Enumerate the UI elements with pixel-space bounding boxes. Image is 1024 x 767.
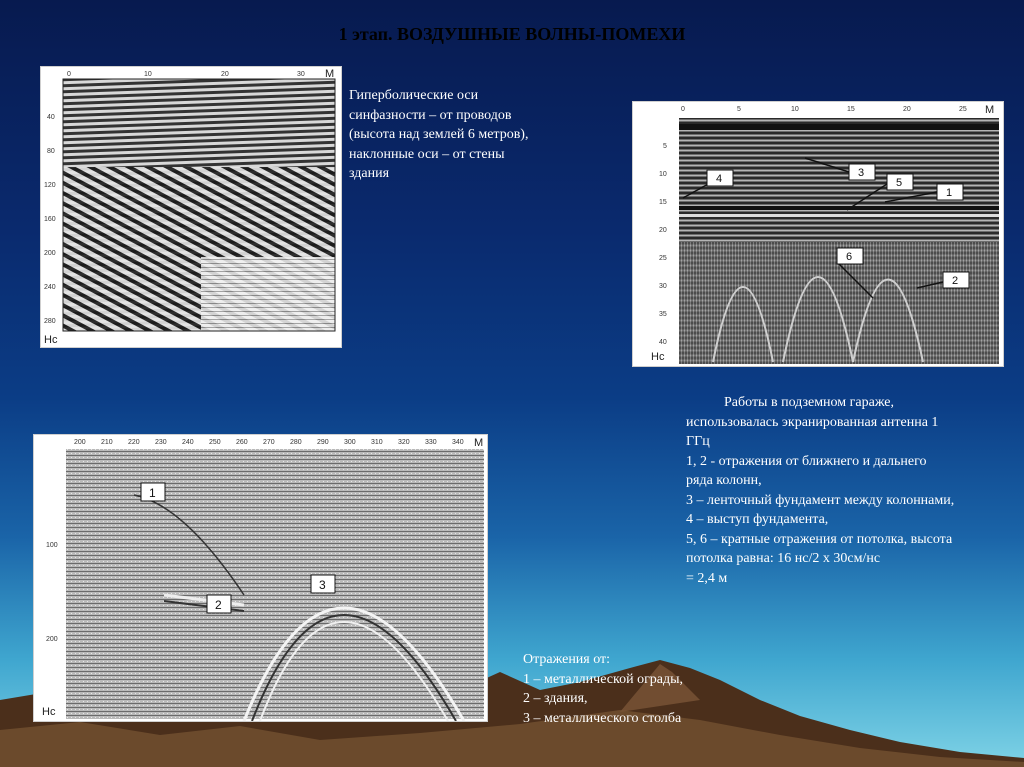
x-tick: 280 xyxy=(290,439,302,446)
y-tick: 80 xyxy=(47,148,55,155)
y-tick: 240 xyxy=(44,284,56,291)
y-tick: 120 xyxy=(44,182,56,189)
x-tick: 230 xyxy=(155,439,167,446)
text-line: 3 – ленточный фундамент между колоннами, xyxy=(686,492,955,508)
text-line: = 2,4 м xyxy=(686,570,728,586)
x-tick: 320 xyxy=(398,439,410,446)
text-line: Работы в подземном гараже, xyxy=(724,395,895,410)
x-tick: 300 xyxy=(344,439,356,446)
radargram-fence xyxy=(33,434,488,722)
x-tick: 15 xyxy=(847,106,855,113)
text-line: ГГц xyxy=(686,434,710,449)
callout-label: 3 xyxy=(319,578,326,592)
x-tick: 330 xyxy=(425,439,437,446)
x-tick: 25 xyxy=(959,106,967,113)
radargram-wires-image xyxy=(41,67,341,347)
callout-label: 1 xyxy=(946,187,953,199)
callout-label: 1 xyxy=(149,486,156,500)
x-tick: 0 xyxy=(67,71,71,78)
y-tick: 40 xyxy=(659,339,667,346)
x-tick: 210 xyxy=(101,439,113,446)
radargram-fence-image xyxy=(34,435,487,721)
y-tick: 280 xyxy=(44,318,56,325)
x-tick: 10 xyxy=(144,71,152,78)
text-wires-description xyxy=(349,86,528,184)
callout-label: 5 xyxy=(896,177,903,189)
y-tick: 25 xyxy=(659,255,667,262)
y-unit: Нс xyxy=(651,351,665,363)
x-tick: 290 xyxy=(317,439,329,446)
x-unit: M xyxy=(474,437,484,449)
x-tick: 20 xyxy=(903,106,911,113)
text-line: 4 – выступ фундамента, xyxy=(686,512,829,527)
callout-label: 4 xyxy=(716,173,723,185)
text-line: (высота над землей 6 метров), xyxy=(349,127,529,142)
callout-label: 2 xyxy=(952,275,959,287)
y-tick: 100 xyxy=(46,542,58,549)
y-tick: 35 xyxy=(659,311,667,318)
text-line: 1, 2 - отражения от ближнего и дальнего xyxy=(686,453,927,469)
x-unit: M xyxy=(325,68,335,80)
text-line: Отражения от: xyxy=(523,652,611,667)
y-tick: 5 xyxy=(663,143,667,150)
y-tick: 200 xyxy=(44,250,56,257)
radargram-garage xyxy=(632,101,1004,367)
y-unit: Нс xyxy=(42,706,56,718)
text-line: 5, 6 – кратные отражения от потолка, высота xyxy=(686,531,953,547)
radargram-wires xyxy=(40,66,342,348)
y-tick: 40 xyxy=(47,114,55,121)
text-line: потолка равна: 16 нс/2 х 30см/нс xyxy=(686,551,881,566)
x-tick: 240 xyxy=(182,439,194,446)
y-tick: 200 xyxy=(46,636,58,643)
radargram-garage-image xyxy=(633,102,1003,366)
text-garage-description xyxy=(686,393,954,588)
text-line: здания xyxy=(349,166,390,181)
y-tick: 30 xyxy=(659,283,667,290)
x-tick: 310 xyxy=(371,439,383,446)
y-ticks xyxy=(651,143,667,363)
text-line: Гиперболические оси xyxy=(349,88,479,103)
text-line: 2 – здания, xyxy=(523,691,588,706)
x-tick: 10 xyxy=(791,106,799,113)
x-tick: 200 xyxy=(74,439,86,446)
text-fence-description xyxy=(523,650,683,728)
y-tick: 160 xyxy=(44,216,56,223)
x-tick: 20 xyxy=(221,71,229,78)
text-line: ряда колонн, xyxy=(686,473,762,488)
x-tick: 260 xyxy=(236,439,248,446)
x-tick: 250 xyxy=(209,439,221,446)
text-line: 1 – металлической ограды, xyxy=(523,671,684,687)
x-tick: 270 xyxy=(263,439,275,446)
y-tick: 10 xyxy=(659,171,667,178)
x-tick: 5 xyxy=(737,106,741,113)
y-ticks xyxy=(42,542,58,718)
x-tick: 340 xyxy=(452,439,464,446)
callout-label: 3 xyxy=(858,167,865,179)
text-line: использовалась экранированная антенна 1 xyxy=(686,414,939,430)
y-ticks xyxy=(44,114,58,346)
x-tick: 30 xyxy=(297,71,305,78)
text-line: синфазности – от проводов xyxy=(349,107,512,123)
callout-label: 6 xyxy=(846,251,853,263)
slide-title: 1 этап. ВОЗДУШНЫЕ ВОЛНЫ-ПОМЕХИ xyxy=(338,24,686,44)
text-line: 3 – металлического столба xyxy=(523,710,682,726)
x-tick: 220 xyxy=(128,439,140,446)
y-tick: 15 xyxy=(659,199,667,206)
x-ticks xyxy=(681,104,994,116)
callout-label: 2 xyxy=(215,598,222,612)
y-tick: 20 xyxy=(659,227,667,234)
text-line: наклонные оси – от стены xyxy=(349,146,505,162)
x-unit: M xyxy=(985,104,995,116)
x-tick: 0 xyxy=(681,106,685,113)
x-ticks xyxy=(74,437,483,449)
x-ticks xyxy=(67,68,334,80)
y-unit: Нс xyxy=(44,334,58,346)
